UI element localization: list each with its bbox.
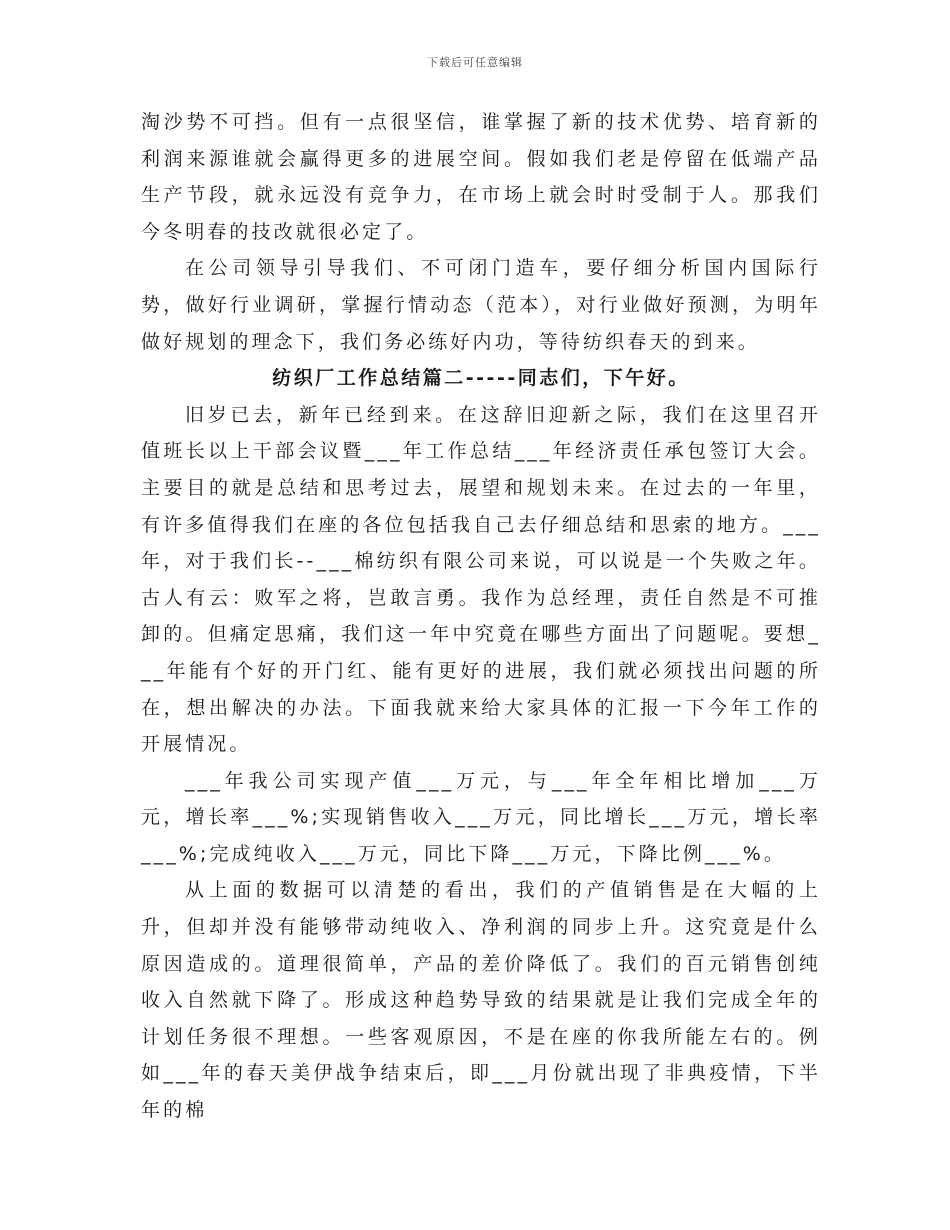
paragraph-analysis: 从上面的数据可以清楚的看出，我们的产值销售是在大幅的上升，但却并没有能够带动纯收入、净利润的同步上升。这究竟是什么原因造成的。道理很简单，产品的差价降低了。我们的百元销售创纯收入自然就下降了。形成这种趋势导致的结果就是让我们完成全年的计划任务很不理想。一些客观原因，不是在座的你我所能左右的。例如___年的春天美伊战争结束后，即___月份就出现了非典疫情，下半年的棉 <box>141 879 821 1122</box>
paragraph-continuation: 淘沙势不可挡。但有一点很坚信，谁掌握了新的技术优势、培育新的利润来源谁就会赢得更多的进展空间。假如我们老是停留在低端产品生产节段，就永远没有竞争力，在市场上就会时时受制于人。那我们今冬明春的技改就很必定了。 <box>141 111 821 243</box>
paragraph-conclusion: 在公司领导引导我们、不可闭门造车，要仔细分析国内国际行势，做好行业调研，掌握行情动态（范本），对行业做好预测，为明年做好规划的理念下，我们务必练好内功，等待纺织春天的到来。 <box>141 257 821 353</box>
paragraph-figures: ___年我公司实现产值___万元，与___年全年相比增加___万元，增长率___%;实现销售收入___万元，同比增长___万元，增长率___%;完成纯收入___万元，同比下降___万元，下降比例___%。 <box>141 769 821 865</box>
section-heading: 纺织厂工作总结篇二-----同志们，下午好。 <box>272 367 690 390</box>
page-header-note: 下载后可任意编辑 <box>427 56 523 69</box>
document-body <box>141 104 821 1129</box>
paragraph-opening: 旧岁已去，新年已经到来。在这辞旧迎新之际，我们在这里召开值班长以上干部会议暨___年工作总结___年经济责任承包签订大会。主要目的就是总结和思考过去，展望和规划未来。在过去的一年里，有许多值得我们在座的各位包括我自己去仔细总结和思索的地方。___年，对于我们长--___棉纺织有限公司来说，可以说是一个失败之年。古人有云：败军之将，岂敢言勇。我作为总经理，责任自然是不可推卸的。但痛定思痛，我们这一年中究竟在哪些方面出了问题呢。要想___年能有个好的开门红、能有更好的进展，我们就必须找出问题的所在，想出解决的办法。下面我就来给大家具体的汇报一下今年工作的开展情况。 <box>141 403 821 756</box>
